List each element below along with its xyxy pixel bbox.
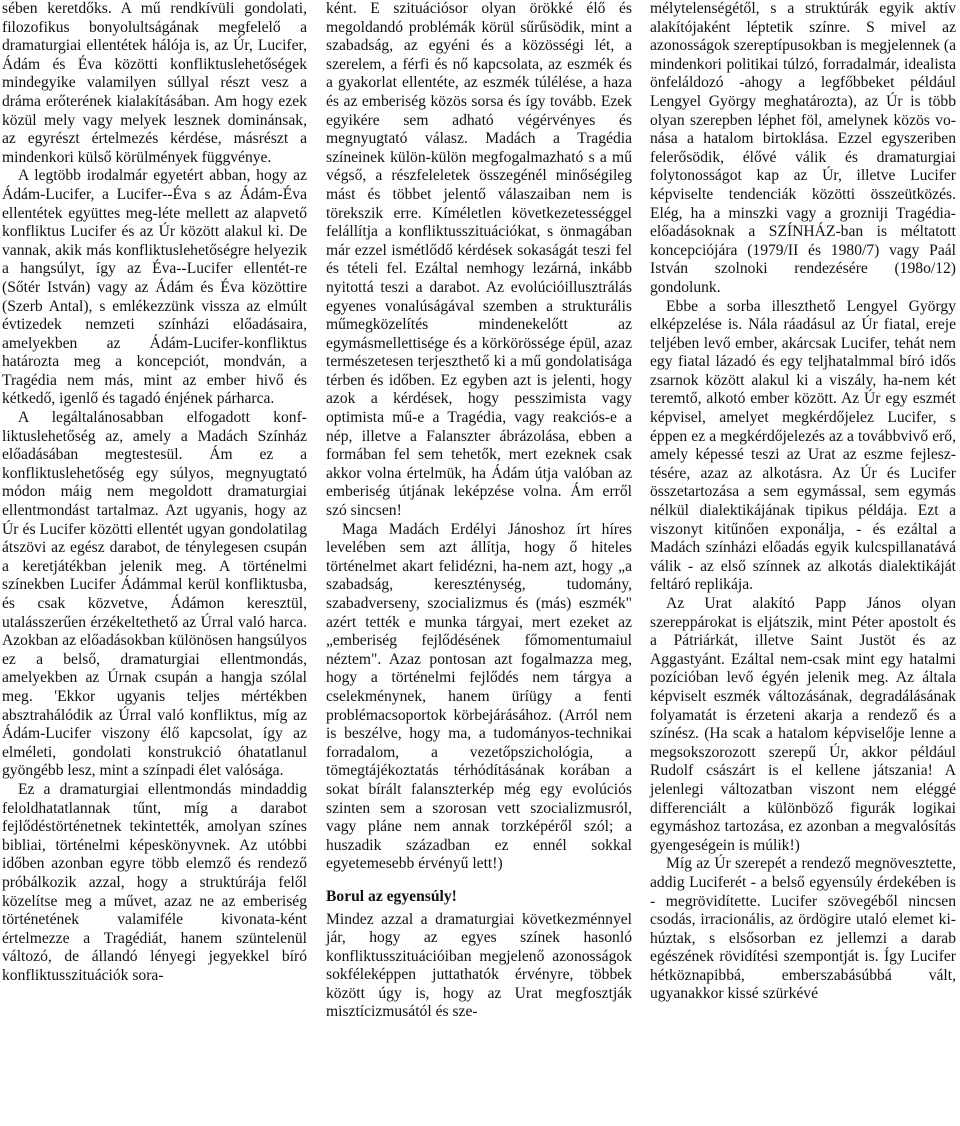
paragraph: sében keretdőks. A mű rendkívüli gondolati, filozofikus bonyolultságának megfelelő a dramaturgiai ellentétek hálója is, az Úr, Lucifer, Ádám és Éva közötti konfliktuslehetőségek mindegyike valamilyen súllyal részt vesz a dráma erőterének kialakításában. Am hogy ezek közül mely vagy melyek lesznek dominánsak, az egyrészt értelmezés kérdése, másrészt a mindenkori külső körülmények függvénye. [2, 0, 307, 166]
paragraph: ként. E szituációsor olyan örökké élő és megoldandó problémák körül sűrűsödik, mint a szabadság, az egyéni és a közösségi lét, a szerelem, a férfi és nő kapcsolata, az eszmék és a gyakorlat ellentéte, az eszmék túlélése, a haza és az emberiség közös sorsa és így tovább. Ezek egyikére sem adható végérvényes és megnyugtató válasz. Madách a Tragédia színeinek külön-külön megfogalmazható s a mű végső, a részfeleletek összegénél minőségileg mást és többet jelentő válaszaiban nem is törekszik erre. Kíméletlen következetességgel felállítja a konfliktusszituációkat, s önmagában már ezzel ismétlődő kérdések sokaságát teszi fel és tételi fel. Ezáltal nemhogy lezárná, inkább nyitottá teszi a darabot. Az evolúcióillusztrálás egyenes vonalúságával szemben a strukturális műmegközelítés mindenekelőtt az egymásmellettisége és a körkörössége épül, azaz természetesen terjeszthető ki a mű gondolatisága térben és időben. Ez egyben azt is jelenti, hogy azok a kérdések, hogy pesszimista vagy optimista mű-e a Tragédia, vagy reakciós-e a nép, illetve a Falanszter ábrázolása, ebben a formában fel sem tehetők, mert ezeknek csak akkor volna értelmük, ha Ádám útja valóban az emberiség útjának leképzése volna. Ám erről szó sincsen! [326, 0, 632, 520]
paragraph: A legáltalánosabban elfogadott konfliktuslehetőség az, amely a Madách Színház előadásában megtestesül. Ám ez a konfliktuslehetőség egy súlyos, megnyugtató módon máig nem megoldott dramaturgiai ellentmondást tartalmaz. Azt ugyanis, hogy az Úr és Lucifer közötti ellentét ugyan gondolatilag átszövi az egész darabot, de ténylegesen csupán a keretjátékban jelenik meg. A történelmi színekben Lucifer Ádámmal kerül konfliktusba, és csak közvetve, Ádámon keresztül, utalásszerűen érzékeltethető az Úrral való harca. Azokban az előadásokban különösen hangsúlyos ez a belső, dramaturgiai ellentmondás, amelyekben az Úrnak csupán a hangja szólal meg. 'Ekkor ugyanis teljes mértékben absztrahálódik az Úrral való konfliktus, míg az Ádám-Lucifer viszony élő kapcsolat, így az elméleti, gondolati konstrukció óhatatlanul gyöngébb lesz, mint a színpadi élet valósága. [2, 409, 307, 780]
text-column-2 [326, 0, 632, 1022]
paragraph: mélytelenségétől, s a struktúrák egyik aktív alakítójaként léptetik színre. S mivel az azonosságok szereptípusokban is megjelennek (a mindenkori politikai túlzó, forradalmár, idealista önfeláldozó -ahogy a legfőbbeket például Lengyel György meghatározta), az Úr is több olyan szerepben léphet föl, amelynek közös vonása a hatalom birtoklása. Ezzel egyszeriben felerősödik, élővé válik és dramaturgiai folytonosságot kap az Úr, illetve Lucifer képviselte tendenciák közötti összeütközés. Elég, ha a minszki vagy a grozniji Tragédia-előadásoknak a SZÍNHÁZ-ban is méltatott koncepciójára (1979/II és 1980/7) vagy Paál István szolnoki rendezésére (198o/12) gondolunk. [650, 0, 956, 296]
paragraph: Mindez azzal a dramaturgiai következménnyel jár, hogy az egyes színek hasonló konfliktusszituációiban megjelenő azonosságok sokféleképpen juttathatók érvényre, többek között úgy is, hogy az Urat megfosztják misztícizmusától és sze- [326, 910, 632, 1021]
paragraph: Az Urat alakító Papp János olyan szereppárokat is eljátszik, mint Péter apostolt és a Pátriárkát, illetve Saint Justöt és az Aggastyánt. Ezáltal nem-csak mint egy hatalmi pozícióban levő égyén jelenik meg. Az általa képviselt eszmék változásának, degradálásának folyamatát is érzeteni akarja a rendező és a színész. (Ha scak a hatalom képviselője lenne a megsokszorozott szerepű Úr, akkor például Rudolf császárt is el kellene játszania! A jelenlegi változatban viszont nem eléggé differenciált a különböző figurák logikai egymáshoz tartozása, ez azonban a megvalósítás gyengeségein is múlik!) [650, 595, 956, 854]
paragraph: Maga Madách Erdélyi Jánoshoz írt híres levelében sem azt állítja, hogy ő hiteles történelmet akart felidézni, ha-nem azt, hogy „a szabadság, kereszténység, tudomány, szabadverseny, szocializmus és (más) eszmék" azért tették e munka tárgyai, mert ezeket az „emberiség fejlődésének főmomentumaiul néztem". Azaz pontosan azt fogalmazza meg, hogy a történelmi fejlődés nem tárgya a cselekménynek, hanem üríügy a fenti problémacsoportok körbejárásához. (Arról nem is beszélve, hogy ma, a tudományos-technikai forradalom, a vezetőpszichológia, a tömegtájékoztatás térhódításának korában a sokat bírált falanszterkép még egy evolúciós szinten sem a szorosan vett szocializmusról, vagy pláne nem annak torzképéről szól; a huszadik században ez ennél sokkal egyetemesebb érvényű lett!) [326, 520, 632, 873]
paragraph: A legtöbb irodalmár egyetért abban, hogy az Ádám-Lucifer, a Lucifer--Éva s az Ádám-Éva ellentétek együttes meg-léte mellett az alapvető konfliktus Lucifer és az Úr között alakul ki. De vannak, akik más konfliktuslehetőségre helyezik a hangsúlyt, így az Éva--Lucifer ellentét-re (Sőtér István) vagy az Ádám és Éva közöttire (Szerb Antal), s emlékezzünk vissza az elmúlt évtizedek nemzeti színházi előadásaira, amelyekben az Ádám-Lucifer-konfliktus határozta meg a koncepciót, mondván, a Tragédia nem más, mint az ember hivő és kétkedő, igenlő és tagadó énjének párharca. [2, 167, 307, 408]
text-column-1 [2, 0, 307, 985]
section-heading: Borul az egyensúly! [326, 887, 457, 905]
paragraph: Ez a dramaturgiai ellentmondás mindaddig feloldhatatlannak tűnt, míg a darabot fejlődéstörténetnek tekintették, amolyan színes bibliai, történelmi képeskönyvnek. Az utóbbi időben azonban egyre több elemző és rendező próbálkozik azzal, hogy a struktúrája felől közelítse meg a művet, azaz ne az emberiség történetének valamiféle kivonata-ként értelmezze a Tragédiát, hanem szüntelenül változó, de állandó lényegi jegyekkel bíró konfliktusszituációk sora- [2, 780, 307, 984]
paragraph: Ebbe a sorba illeszthető Lengyel György elképzelése is. Nála ráadásul az Úr fiatal, ereje teljében levő ember, akárcsak Lucifer, tehát nem egy fiatal lázadó és egy teljhatalmmal bíró idős zsarnok között alakul ki a viszály, ha-nem két teremtő, alkotó ember között. Az Úr egy eszmét képvisel, amelyet megkérdőjelez Lucifer, s éppen ez a megkérdőjelezés az a továbbvivő erő, amely képessé teszi az Urat az eszme fejlesztésére, azaz az alkotásra. Az Úr és Lucifer összetartozása a sem egymással, sem egymás nélkül dialektikájának tipikus példája. Ezt a viszonyt kitűnően exponálja, - és ezáltal a Madách színházi előadás egyik kulcspillanatává válik - az első színnek az alkotás dialektikáját feltáró replikája. [650, 297, 956, 594]
paragraph: Míg az Úr szerepét a rendező megnövesztette, addig Luciferét - a belső egyensúly érdekében is - megrövidítette. Lucifer szövegéből nincsen csodás, irracionális, az ördögire utaló elemet kihúztak, s elsősorban ez jellemzi a darab egészének rövidítési szempontját is. Így Lucifer hétköznapibbá, emberszabásúbbá vált, ugyanakkor kissé szürkévé [650, 855, 956, 1003]
text-column-3 [650, 0, 956, 1004]
